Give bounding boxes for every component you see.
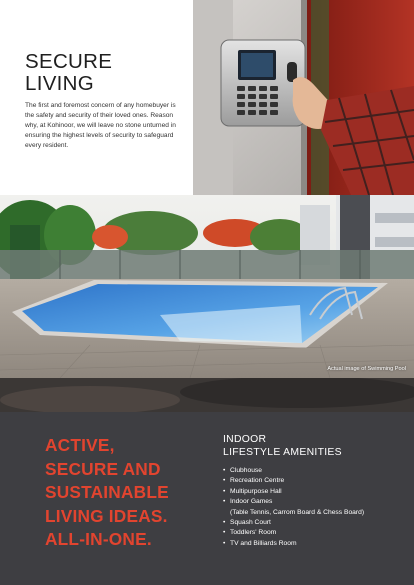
secure-living-section [0,0,193,195]
biometric-access-photo [193,0,414,195]
bullet-icon: • [223,519,226,527]
tagline-line-3: SUSTAINABLE [45,482,169,503]
amenities-heading [223,434,409,459]
bullet-icon: • [223,529,226,537]
bullet-icon: • [223,467,226,474]
amenities-heading-line-2: LIFESTYLE AMENITIES [223,446,342,458]
tagline-line-1: ACTIVE, [45,435,115,455]
band-texture [0,378,414,412]
tagline [45,434,215,552]
list-item: • Multipurpose Hall [223,487,409,497]
list-item-detail: (Table Tennis, Carrom Board & Chess Board) [230,508,365,516]
title-line-2: LIVING [25,72,95,95]
list-item: • Recreation Centre [223,476,409,486]
bullet-icon: • [223,498,226,506]
decorative-band [0,378,414,412]
tagline-line-4: LIVING IDEAS. [45,505,168,526]
list-item: • Clubhouse [223,466,409,476]
pool-photo-caption: Actual image of Swimming Pool [327,366,406,372]
amenities-heading-line-1: INDOOR [223,434,267,445]
section-title [25,51,112,95]
list-item: • Squash Court [223,518,409,528]
list-item: • TV and Billiards Room [223,539,409,549]
bullet-icon: • [223,487,226,495]
tagline-line-2: SECURE AND [45,458,161,479]
swimming-pool-photo [0,195,414,378]
swimming-pool-illustration [0,195,414,378]
indoor-amenities [223,434,409,549]
bullet-icon: • [223,539,226,547]
amenities-list [223,466,409,549]
list-item: • Indoor Games [223,497,409,507]
amenities-panel [0,412,414,585]
section-body-text: The first and foremost concern of any homebuyer is the safety and security of their loved ones. Reason why, at Kohinoor, we will leave no stone unturned in ensuring the highest levels of security to safeguard every resident. [25,102,176,149]
bullet-icon: • [223,477,226,485]
list-item: • Toddlers' Room [223,528,409,538]
title-line-1: SECURE [25,50,113,73]
biometric-device-illustration [193,0,414,195]
tagline-line-5: ALL-IN-ONE. [45,529,152,550]
